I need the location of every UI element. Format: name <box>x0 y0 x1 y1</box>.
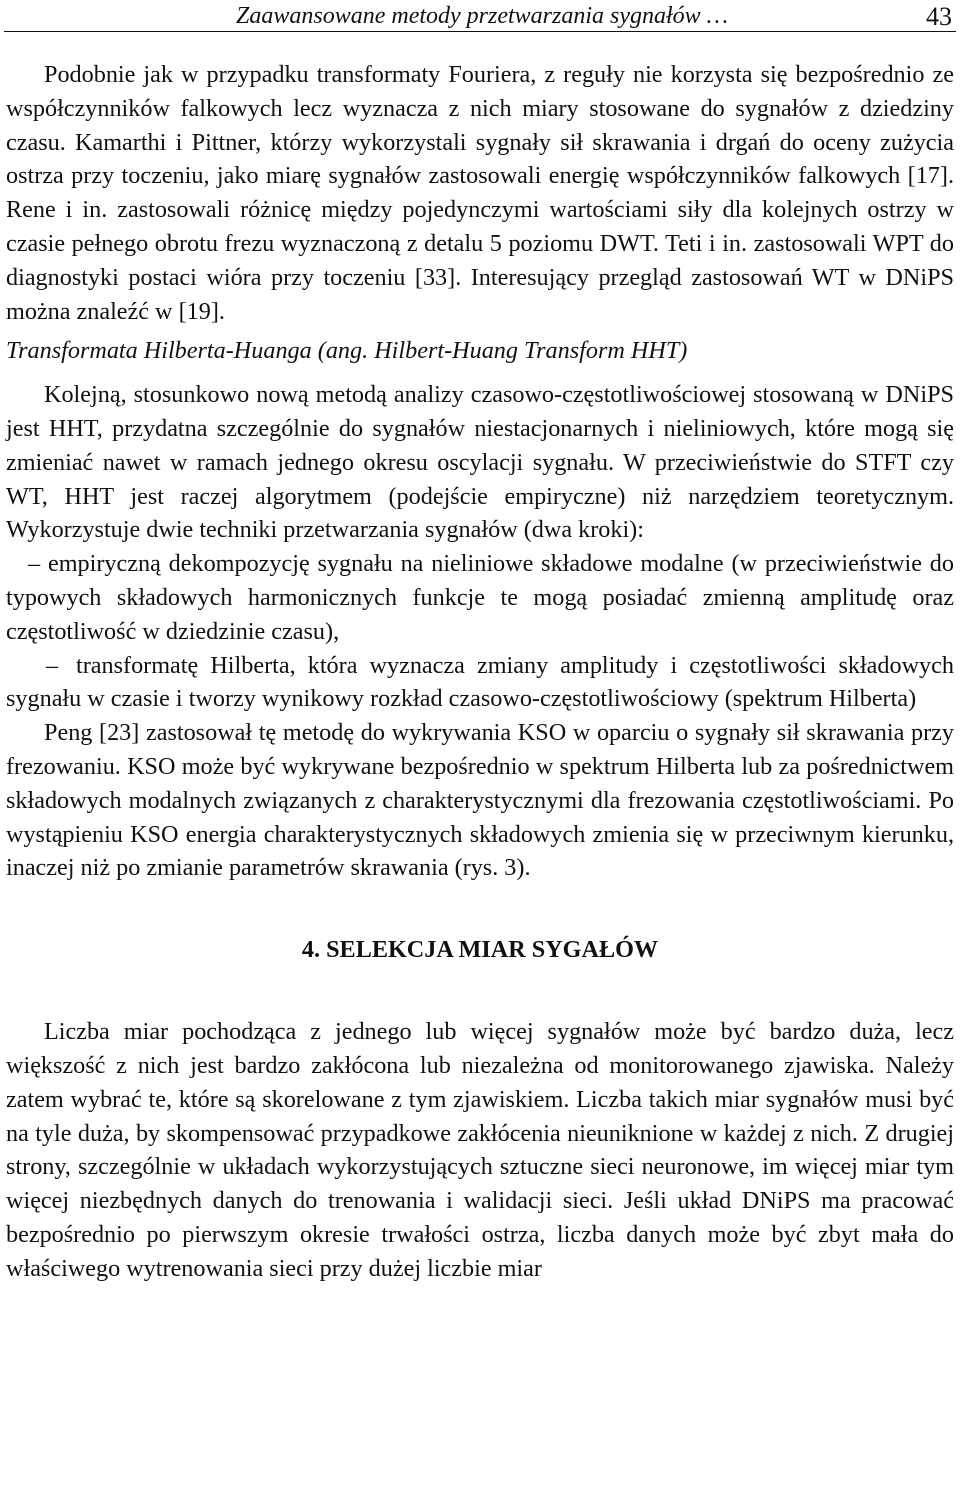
running-title: Zaawansowane metody przetwarzania sygnałów … <box>236 3 729 29</box>
page-body <box>6 58 954 1286</box>
dash-marker: – <box>28 550 41 578</box>
page-header <box>0 0 960 34</box>
list-item <box>6 547 954 648</box>
paragraph-peng: Peng [23] zastosował tę metodę do wykrywania KSO w oparciu o sygnały sił skrawania przy frezowaniu. KSO może być wykrywane bezpośrednio w spektrum Hilberta lub za pośrednictwem składowych modalnych związanych z charakterystycznymi dla frezowania częstotliwościami. Po wystąpieniu KSO energia charakterystycznych składowych zmienia się w przeciwnym kierunku, inaczej niż po zmianie parametrów skrawania (rys. 3). <box>6 719 954 882</box>
list-item-text: empiryczną dekompozycję sygnału na nieliniowe składowe modalne (w przeciwieństwie do typowych składowych harmonicznych funkcje te mogą posiadać zmienną amplitudę oraz częstotliwość w dziedzinie czasu), <box>6 550 954 645</box>
header-rule <box>4 31 956 32</box>
subheading-hht: Transformata Hilberta-Huanga (ang. Hilbert-Huang Transform HHT) <box>6 337 688 365</box>
list-item-text: transformatę Hilberta, która wyznacza zmiany amplitudy i częstotliwości składowych sygnału w czasie i tworzy wynikowy rozkład czasowo-częstotliwościowy (spektrum Hilberta) <box>6 651 954 713</box>
paragraph-measure-selection: Liczba miar pochodząca z jednego lub więcej sygnałów może być bardzo duża, lecz większość z nich jest bardzo zakłócona lub niezależna od monitorowanego zjawiska. Należy zatem wybrać te, które są skorelowane z tym zjawiskiem. Liczba takich miar sygnałów musi być na tyle duża, by skompensować przypadkowe zakłócenia nieuniknione w każdej z nich. Z drugiej strony, szczególnie w układach wykorzystujących sztuczne sieci neuronowe, im więcej miar tym więcej niezbędnych danych do trenowania i walidacji sieci. Jeśli układ DNiPS ma pracować bezpośrednio po pierwszym okresie trwałości ostrza, liczba danych może być zbyt mała do właściwego wytrenowania sieci przy dużej liczbie miar <box>6 1018 954 1282</box>
dash-marker: – <box>46 651 59 679</box>
paragraph-hht-intro: Kolejną, stosunkowo nową metodą analizy czasowo-częstotliwościowej stosowaną w DNiPS jest HHT, przydatna szczególnie do sygnałów niestacjonarnych i nieliniowych, które mogą się zmieniać nawet w ramach jednego okresu oscylacji sygnału. W przeciwieństwie do STFT czy WT, HHT jest raczej algorytmem (podejście empiryczne) niż narzędziem teoretycznym. Wykorzystuje dwie techniki przetwarzania sygnałów (dwa kroki): <box>6 381 954 544</box>
section-title: 4. SELEKCJA MIAR SYGAŁÓW <box>301 936 659 964</box>
page-number: 43 <box>926 2 952 31</box>
paragraph-wavelet-measures: Podobnie jak w przypadku transformaty Fouriera, z reguły nie korzysta się bezpośrednio ze współczynników falkowych lecz wyznacza z nich miary stosowane do sygnałów z dziedziny czasu. Kamarthi i Pittner, którzy wykorzystali sygnały sił skrawania i drgań do oceny zużycia ostrza przy toczeniu, jako miarę sygnałów zastosowali energię współczynników falkowych [17]. Rene i in. zastosowali różnicę między pojedynczymi wartościami siły dla kolejnych ostrzy w czasie pełnego obrotu frezu wyznaczoną z detalu 5 poziomu DWT. Teti i in. zastosowali WPT do diagnostyki postaci wióra przy toczeniu [33]. Interesujący przegląd zastosowań WT w DNiPS można znaleźć w [19]. <box>6 61 954 325</box>
list-item <box>6 649 954 717</box>
